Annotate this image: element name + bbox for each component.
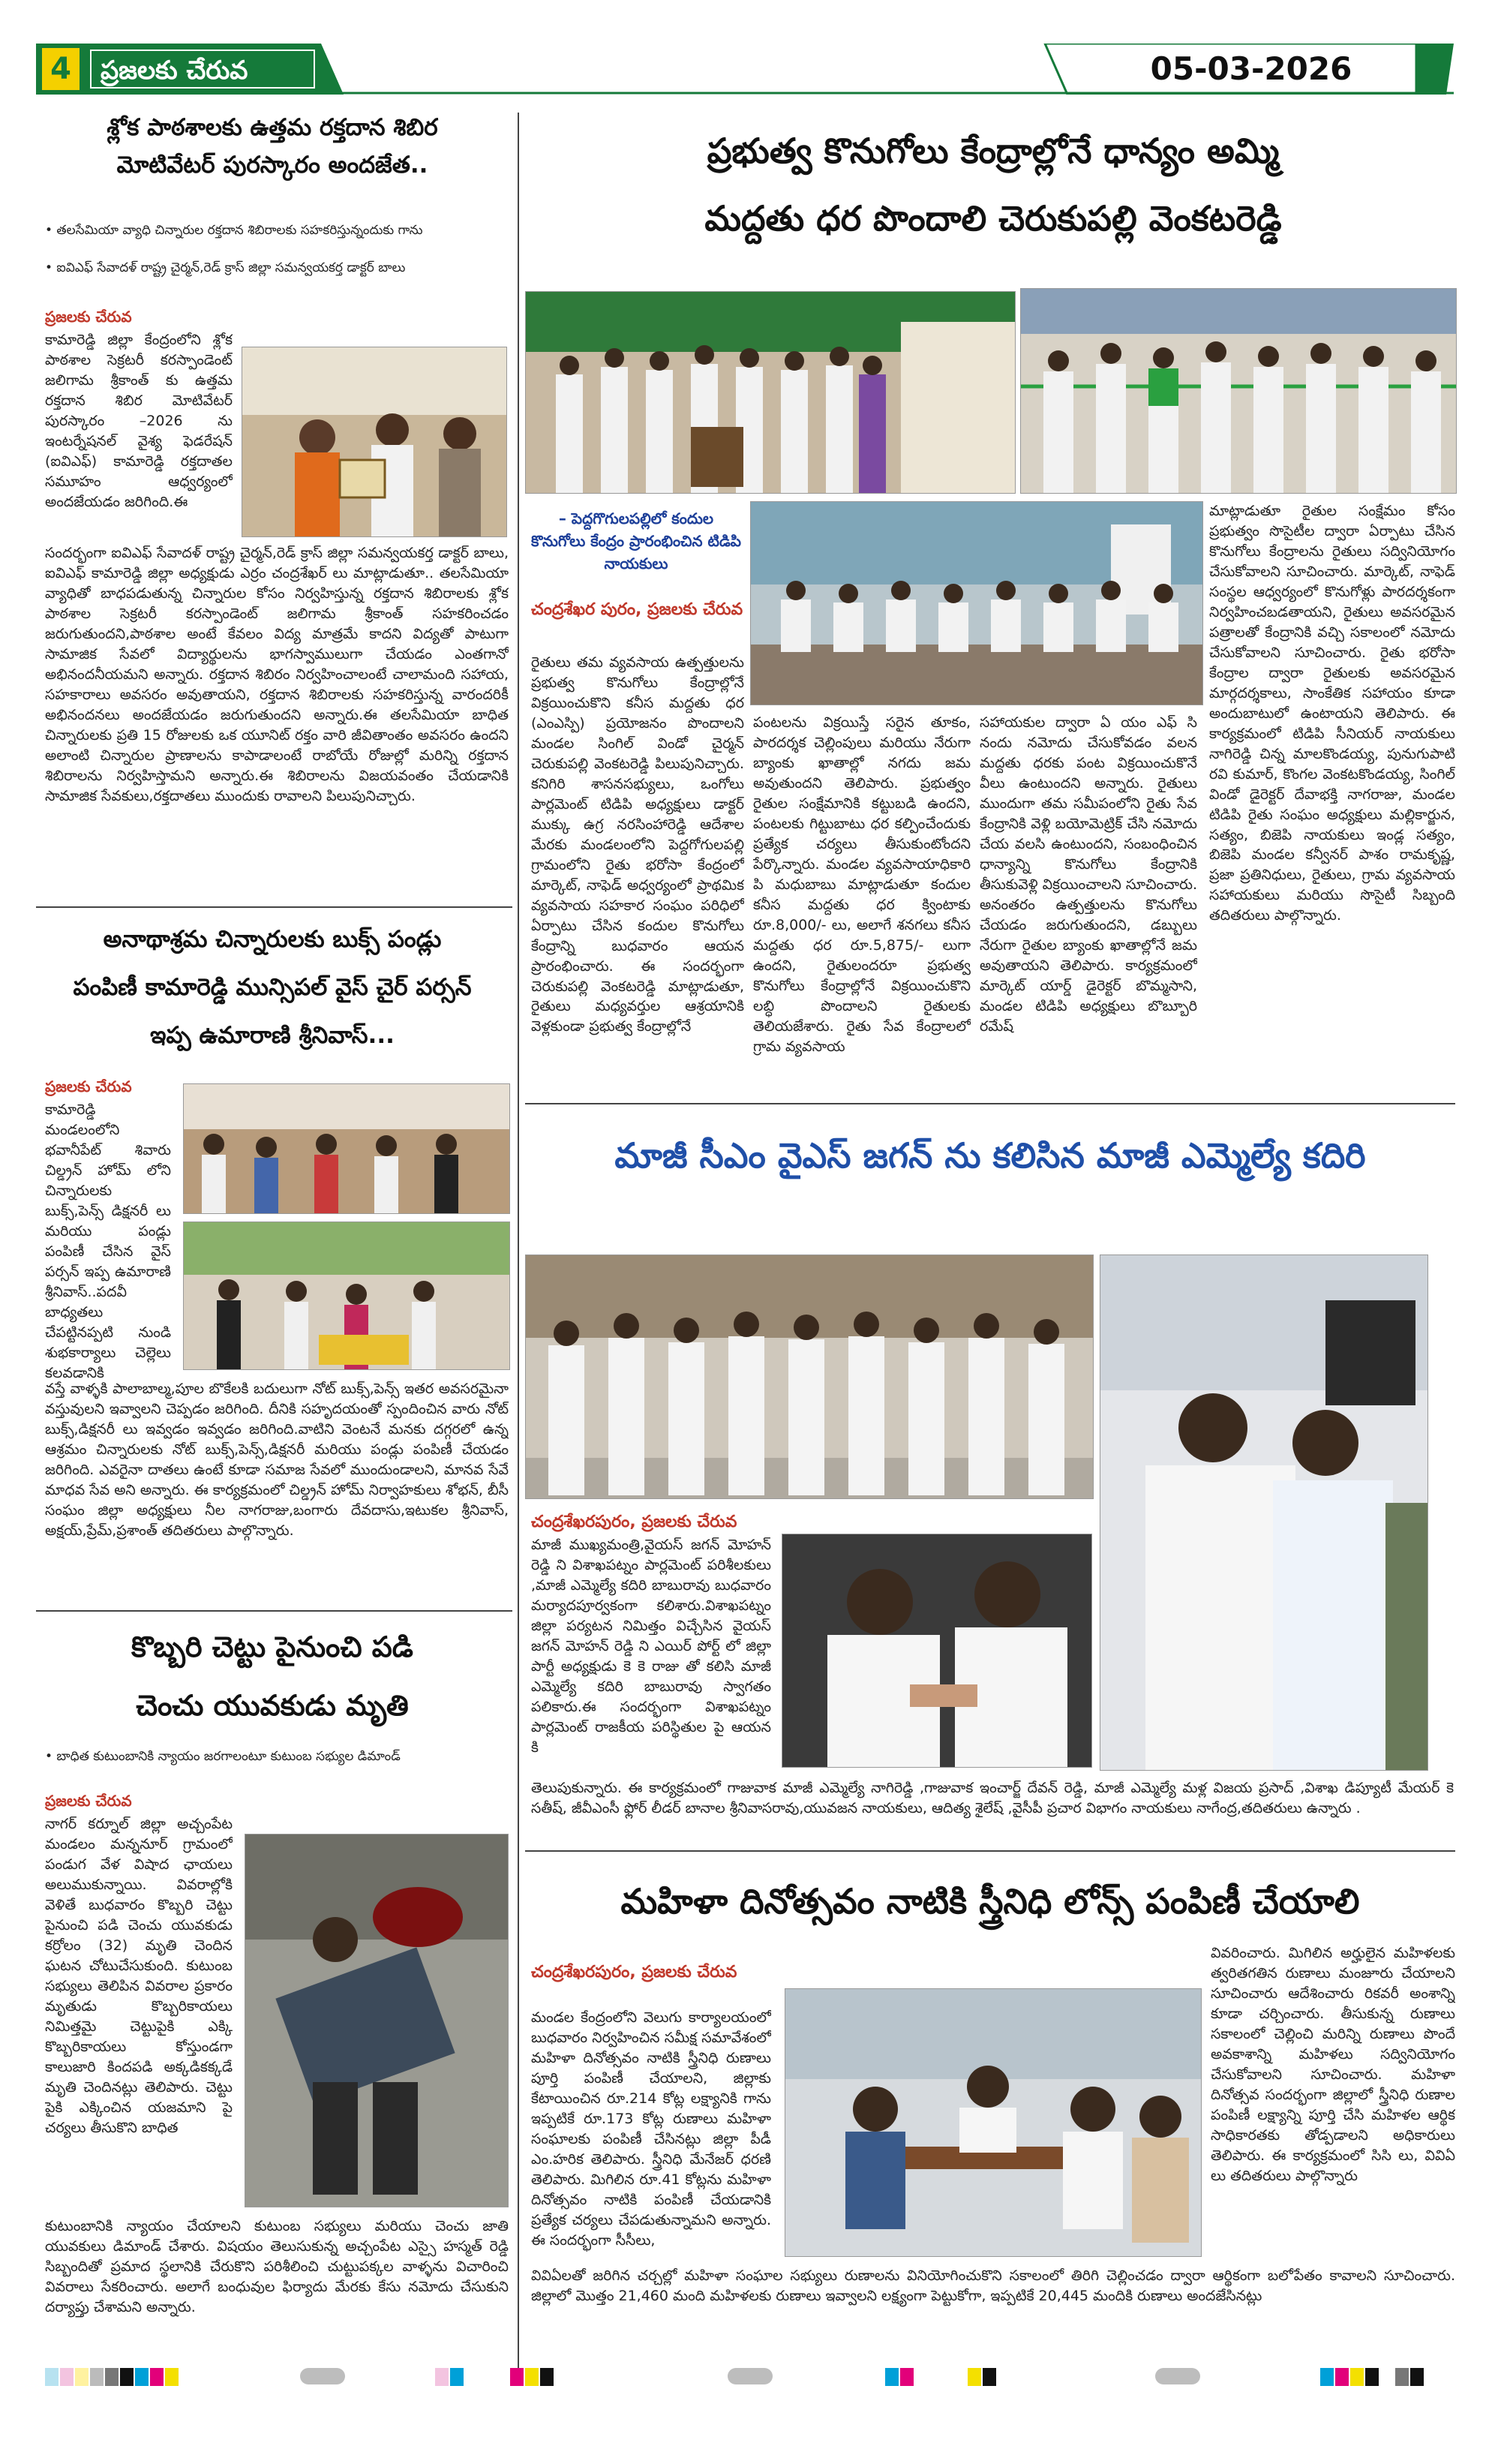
divider-blood [36, 906, 512, 908]
headline-blood-2: మోటివేటర్ పురస్కారం అందజేత.. [116, 152, 428, 179]
dateline-paddy: చంద్రశేఖర పురం, ప్రజలకు చేరువ [531, 600, 743, 619]
subhead-blood-1: • తలసేమియా వ్యాధి చిన్నారుల రక్తదాన శిబిరాలకు సహకరిస్తున్నందుకు గాను [45, 223, 423, 238]
body-paddy-col1: రైతులు తమ వ్యవసాయ ఉత్పత్తులను ప్రభుత్వ కొనుగోలు కేంద్రాల్లోనే విక్రయించుకొని కనీస మద్దతు ధర (ఎంఎస్పి) ప్రయోజనం పొందాలని మండల సింగిల్ విండో చైర్మన్ చెరుకుపల్లి వెంకటరెడ్డి పిలుపునిచ్చారు. కనిగిరి శాసనసభ్యులు, ఒంగోలు పార్లమెంట్ టిడిపి అధ్యక్షులు డాక్టర్ ముక్కు ఉగ్ర నరసింహారెడ్డి ఆదేశాల మేరకు మండలంలోని పెద్దగోగులపల్లి గ్రామంలోని రైతు భరోసా కేంద్రంలో మార్కెట్, నాఫెడ్ అధ్వర్యంలో ప్రాథమిక వ్యవసాయ సహకార సంఘం పరిధిలో ఏర్పాటు చేసిన కందుల కొనుగోలు కేంద్రాన్ని బుధవారం ఆయన ప్రారంభించారు. ఈ సందర్భంగా చెరుకుపల్లి వెంకటరెడ్డి మాట్లాడుతూ, రైతులు మధ్యవర్తుల ఆశ్రయానికి వెళ్లకుండా ప్రభుత్వ కేంద్రాల్లోనే [531, 654, 744, 1035]
body-jagan-narrow: మాజీ ముఖ్యమంత్రి,వైయస్ జగన్ మోహన్ రెడ్డి ని విశాఖపట్నం పార్లమెంట్ పరిశీలకులు ,మాజీ ఎమ్మెల్యే కదిరి బాబురావు బుధవారం మర్యాదపూర్వకంగా కలిశారు.విశాఖపట్నం జిల్లా పర్యటన నిమిత్తం విచ్చేసిన వైయస్ జగన్ మోహన్ రెడ్డి ని ఎయిర్ పోర్ట్ లో జిల్లా పార్టీ అధ్యక్షుడు కె కె రాజు తో కలిసి మాజీ ఎమ్మెల్యే కదిరి బాబురావు స్వాగతం పలికారు.ఈ సందర్భంగా విశాఖపట్నం పార్లమెంట్ రాజకీయ పరిస్థితుల పై ఆయన కి [531, 1537, 771, 1756]
page-number: 4 [42, 48, 80, 90]
divider-jagan [525, 1850, 1455, 1852]
photo-paddy-meeting [750, 501, 1203, 705]
headline-jagan: మాజీ సీఎం వైఎస్ జగన్ ను కలిసిన మాజీ ఎమ్మెల్యే కదిరి [614, 1135, 1366, 1176]
headline-paddy-1: ప్రభుత్వ కొనుగోలు కేంద్రాల్లోనే ధాన్యం అమ్మి [707, 131, 1280, 171]
body-books-bottom: వస్తే వాళ్ళకి పాలాబాల్మ,పూల బొకేలకి బదులుగా నోట్ బుక్స్,పెన్స్ ఇతర అవసరమైనా వస్తువులని ఇవ్వాలని చెప్పడం జరిగింది. దీనికి సహృదయంతో స్పందించిన వారు నోట్ బుక్స్,డిక్షనరీ లు ఇవ్వడం ఇవ్వడం జరిగింది.వాటిని వెంటనే మనకు దగ్గరలో ఉన్న ఆశ్రమం చిన్నారులకు నోట్ బుక్స్,పెన్స్,డిక్షనరీ మరియు పండ్లు పంపిణీ చేయడం జరిగింది. ఎవరైనా దాతలు ఉంటే కూడా సమాజ సేవలో ముందుండాలని, మానవ సేవే మాధవ సేవ అని అన్నారు. ఈ కార్యక్రమంలో చిల్డ్రన్ హోమ్ నిర్వాహకులు శోభన్, బీసీ సంఘం జిల్లా అధ్యక్షులు నీల నాగరాజు,బంగారు దేవదాసు,ఇటుకల శ్రీనివాస్, అక్షయ్,ప్రేమ్,ప్రశాంత్ తదితరులు పాల్గొన్నారు. [45, 1381, 509, 1539]
body-paddy-col2: పంటలను విక్రయిస్తే సరైన తూకం, పారదర్శక చెల్లింపులు మరియు నేరుగా బ్యాంకు ఖాతాల్లో నగదు జమ అవుతుందని తెలిపారు. ప్రభుత్వం రైతుల సంక్షేమానికి కట్టుబడి ఉందని, పంటలకు గిట్టుబాటు ధర కల్పించేందుకు ప్రత్యేక చర్యలు తీసుకుంటోందని పేర్కొన్నారు. మండల వ్యవసాయాధికారి పి మధుబాబు మాట్లాడుతూ కందుల కనీస మద్దతు ధర క్వింటాకు రూ.8,000/- లు, అలాగే శనగలు కనీస మద్దతు ధర రూ.5,875/- లుగా ఉందని, రైతులందరూ ప్రభుత్వ కొనుగోలు కేంద్రాల్లోనే విక్రయించుకొని లబ్ధి పొందాలని రైతులకు తెలియజేశారు. రైతు సేవ కేంద్రాలలో గ్రామ వ్యవసాయ [753, 714, 971, 1055]
dateline-jagan: చంద్రశేఖరపురం, ప్రజలకు చేరువ [531, 1513, 737, 1531]
headline-books-1: అనాథాశ్రమ చిన్నారులకు బుక్స్ పండ్లు [103, 926, 442, 953]
body-paddy-col4: మాట్లాడుతూ రైతుల సంక్షేమం కోసం ప్రభుత్వం సొసైటీల ద్వారా ఏర్పాటు చేసిన కొనుగోలు కేంద్రాలను రైతులు సద్వినియోగం చేసుకోవాలని సూచించారు. మార్కెట్, నాఫెడ్ సంస్థల ఆధ్వర్యంలో కొనుగోళ్లు పారదర్శకంగా నిర్వహించబడతాయని, రైతులు అవసరమైన పత్రాలతో కేంద్రానికి వచ్చి సకాలంలో నమోదు చేసుకోవాలని సూచించారు. రైతు భరోసా కేంద్రాల ద్వారా రైతులకు అవసరమైన మార్గదర్శకాలు, సాంకేతిక సహాయం కూడా అందుబాటులో ఉంటాయని తెలిపారు. ఈ కార్యక్రమంలో టిడిపి సీనియర్ నాయకులు నాగిరెడ్డి చిన్న మాలకొండయ్య, పునుగుపాటి రవి కుమార్, కొంగల వెంకటకొండయ్య, సింగిల్ విండో డైరెక్టర్ దేవాభక్తి నాగరాజు, మండల టిడిపి రైతు సంఘం అధ్యక్షులు మల్లికార్జున, సత్యం, బిజెపి నాయకులు ఇండ్ల సత్యం, బిజెపి మండల కన్వీనర్ పాశం రామకృష్ణ, ప్రజా ప్రతినిధులు, రైతులు, గ్రామ వ్యవసాయ సహాయకులు మరియు సొసైటీ సిబ్బంది తదితరులు పాల్గొన్నారు. [1209, 503, 1455, 924]
issue-date: 05-03-2026 [1150, 50, 1352, 87]
paper-name: ప్రజలకు చేరువ [90, 50, 315, 89]
headline-women: మహిళా దినోత్సవం నాటికి స్త్రీనిధి లోన్స్ పంపిణీ చేయాలి [620, 1881, 1360, 1922]
headline-coconut-2: చెంచు యువకుడు మృతి [136, 1689, 409, 1722]
subhead-coconut: • బాధిత కుటుంబానికి న్యాయం జరగాలంటూ కుటుంబ సభ్యుల డిమాండ్ [45, 1749, 401, 1764]
masthead [36, 44, 1454, 95]
photo-jagan-group [525, 1255, 1094, 1499]
body-jagan-wide: తెలుపుకున్నారు. ఈ కార్యక్రమంలో గాజువాక మాజీ ఎమ్మెల్యే నాగిరెడ్డి ,గాజువాక ఇంచార్జ్ దేవన్ రెడ్డి, మాజీ ఎమ్మెల్యే మళ్ల విజయ ప్రసాద్ ,విశాఖ డిప్యూటీ మేయర్ కె సతీష్, జీవీఎంసీ ఫ్లోర్ లీడర్ బానాల శ్రీనివాసరావు,యువజన నాయకులు, ఆదిత్య శైలేష్ ,వైసీపీ ప్రచార విభాగం నాయకులు నాగేంద్ర,తదితరులు ఉన్నారు . [531, 1780, 1454, 1816]
headline-paddy-2: మద్దతు ధర పొందాలి చెరుకుపల్లి వెంకటరెడ్డి [704, 198, 1282, 239]
caption-paddy-photo: – పెద్దగొగులపల్లిలో కందుల కొనుగోలు కేంద్రం ప్రారంభించిన టిడిపి నాయకులు [531, 509, 741, 572]
body-coconut-top: నాగర్ కర్నూల్ జిల్లా అచ్చంపేట మండలం మన్ననూర్ గ్రామంలో పండుగ వేళ విషాద ఛాయలు అలుముకున్నాయి. వివరాల్లోకి వెళితే బుధవారం కొబ్బరి చెట్టు పైనుంచి పడి చెంచు యువకుడు కర్రోలం (32) మృతి చెందిన ఘటన చోటుచేసుకుంది. కుటుంబ సభ్యులు తెలిపిన వివరాల ప్రకారం మృతుడు కొబ్బరికాయలు నిమిత్తమై చెట్టుపైకి ఎక్కి కొబ్బరికాయలు కోస్తుండగా కాలుజారి కిందపడి అక్కడికక్కడే మృతి చెందినట్లు తెలిపారు. చెట్టు పైకి ఎక్కించిన యజమాని పై చర్యలు తీసుకొని బాధిత [45, 1816, 233, 2136]
body-paddy-col3: సహాయకుల ద్వారా ఏ యం ఎఫ్ సి నందు నమోదు చేసుకోవడం వలన మద్దతు ధరకు పంట విక్రయించుకొనే వీలు ఉంటుందని అన్నారు. రైతులు ముందుగా తమ సమీపంలోని రైతు సేవ కేంద్రానికి వెళ్లి బయోమెట్రిక్ చేసి నమోదు చేయ వలసి ఉంటుందని, సంబంధించిన ధాన్యాన్ని కొనుగోలు కేంద్రానికి తీసుకువెళ్లి విక్రయించాలని సూచించారు. అనంతరం ఉత్పత్తులను కొనుగోలు చేయడం జరుగుతుందని, డబ్బులు నేరుగా రైతుల బ్యాంకు ఖాతాల్లోనే జమ అవుతాయని తెలిపారు. కార్యక్రమంలో మార్కెట్ యార్డ్ డైరెక్టర్ బొమ్మసాని, మండల టిడిపి అధ్యక్షులు బొబ్బూరి రమేష్ [980, 714, 1197, 1035]
photo-children-home-2 [183, 1221, 510, 1370]
divider-paddy [525, 1103, 1455, 1104]
dateline-blood: ప్రజలకు చేరువ [45, 308, 132, 326]
body-coconut-bottom: కుటుంబానికి న్యాయం చేయాలని కుటుంబ సభ్యులు మరియు చెంచు జాతి యువకులు డిమాండ్ చేశారు. విషయం తెలుసుకున్న అచ్చంపేట ఎస్సై హస్మత్ రెడ్డి సిబ్బందితో ప్రమాద స్థలానికి చేరుకొని పరిశీలించి చుట్టుపక్కల వాళ్ళను విచారించి వివరాలు సేకరించారు. అలాగే బంధువుల ఫిర్యాదు మేరకు కేసు నమోదు చేసుకుని దర్యాప్తు చేశామని అన్నారు. [45, 2218, 509, 2315]
divider-books [36, 1610, 512, 1612]
dateline-women: చంద్రశేఖరపురం, ప్రజలకు చేరువ [531, 1963, 737, 1982]
body-women-right: వివరించారు. మిగిలిన అర్హులైన మహిళలకు త్వరితగతిన రుణాలు మంజూరు చేయాలని సూచించారు ఆదేశించారు రికవరీ అంశాన్ని కూడా చర్చించారు. తీసుకున్న రుణాలు సకాలంలో చెల్లించి మరిన్ని రుణాలు పొందే అవకాశాన్ని మహిళలు సద్వినియోగం చేసుకోవాలని సూచించారు. మహిళా దినోత్సవ సందర్భంగా జిల్లాలో స్త్రీనిధి రుణాల పంపిణీ లక్ష్యాన్ని పూర్తి చేసి మహిళల ఆర్థిక సాధికారతకు తోడ్పడాలని అధికారులు తెలిపారు. ఈ కార్యక్రమంలో సిసి లు, వివిఏ లు తదితరులు పాల్గొన్నారు [1211, 1945, 1455, 2184]
dateline-coconut: ప్రజలకు చేరువ [45, 1792, 132, 1810]
headline-books-3: ఇప్ప ఉమారాణి శ్రీనివాస్... [150, 1022, 395, 1049]
photo-paddy-inauguration-1 [525, 291, 1016, 494]
column-divider [518, 113, 519, 2378]
photo-children-home-1 [183, 1083, 510, 1214]
photo-jagan-meeting [782, 1534, 1092, 1768]
photo-accident [245, 1834, 509, 2207]
body-blood-bottom: సందర్భంగా ఐవిఎఫ్ సేవాదళ్ రాష్ట్ర చైర్మన్,రెడ్ క్రాస్ జిల్లా సమన్వయకర్త డాక్టర్ బాలు, ఐవిఎఫ్ కామారెడ్డి జిల్లా అధ్యక్షుడు ఎర్రం చంద్రశేఖర్ లు మాట్లాడుతూ.. తలసేమియా వ్యాధితో బాధపడుతున్న చిన్నారుల కోసం నిర్వహిస్తున్న రక్తదాన శిబిరాలకు శ్లోక పాఠశాల సెక్రటరీ కరస్పాండెంట్ జలిగామ శ్రీకాంత్ సహకరించడం జరుగుతుందని,పాఠశాల అంటే కేవలం విద్య మాత్రమే కాదని విద్యతో పాటుగా సామాజిక సేవలో విద్యార్థులను భాగస్వాములుగా చేయడం ఎంతగానో అభినందనీయమని అన్నారు. రక్తదాన శిబిరం నిర్వహించాలంటే చాలామంది సహాయ, సహకారాలు అవసరం అవుతాయని, రక్తదాన శిబిరాలకు సహకరిస్తున్న వారందరికీ అభినందనలు అందజేయడం జరుగుతుందని అన్నారు.ఈ తలసేమియా బాధిత చిన్నారులకు ప్రతి 15 రోజులకు ఒక యూనిట్ రక్తం వారి జీవితాంతం అవసరం ఉందని అలాంటి చిన్నారుల ప్రాణాలను కాపాడాలంటే రాబోయే రోజుల్లో మరిన్ని రక్తదాన శిబిరాలను నిర్వహిస్తామని అన్నారు.ఈ శిబిరాలను విజయవంతం చేయడానికి సామాజిక సేవకులు,రక్తదాతలు ముందుకు రావాలని పిలుపునిచ్చారు. [45, 545, 509, 804]
dateline-books: ప్రజలకు చేరువ [45, 1077, 132, 1095]
registration-marks [0, 2368, 1489, 2398]
subhead-blood-2: • ఐవిఎఫ్ సేవాదళ్ రాష్ట్ర చైర్మన్,రెడ్ క్రాస్ జిల్లా సమన్వయకర్త డాక్టర్ బాలు [45, 260, 406, 275]
photo-award-ceremony [242, 347, 507, 537]
photo-jagan-handshake [1100, 1255, 1428, 1771]
body-women-left: మండల కేంద్రంలోని వెలుగు కార్యాలయంలో బుధవారం నిర్వహించిన సమీక్ష సమావేశంలో మహిళా దినోత్సవం నాటికి స్త్రీనిధి రుణాలు పూర్తి పంపిణీ చేయాలని, జిల్లాకు కేటాయించిన రూ.214 కోట్ల లక్ష్యానికి గాను ఇప్పటికే రూ.173 కోట్ల రుణాలు మహిళా సంఘాలకు పంపిణీ చేసినట్లు జిల్లా పీడీ ఎం.హరిక తెలిపారు. స్త్రీనిధి మేనేజర్ ధరణి తెలిపారు. మిగిలిన రూ.41 కోట్లను మహిళా దినోత్సవం నాటికి పంపిణీ చేయడానికి ప్రత్యేక చర్యలు చేపడుతున్నామని అన్నారు. ఈ సందర్భంగా సీసీలు, [531, 2009, 771, 2249]
body-women-wide: వివిఏలతో జరిగిన చర్చల్లో మహిళా సంఘాల సభ్యులు రుణాలను వినియోగించుకొని సకాలంలో తిరిగి చెల్లించడం ద్వారా ఆర్థికంగా బలోపేతం కావాలని సూచించారు. జిల్లాలో మొత్తం 21,460 మంది మహిళలకు రుణాలు ఇవ్వాలని లక్ష్యంగా పెట్టుకోగా, ఇప్పటికే 20,445 మందికి రుణాలు అందజేసినట్లు [531, 2267, 1455, 2304]
headline-coconut-1: కొబ్బరి చెట్టు పైనుంచి పడి [131, 1630, 413, 1663]
body-blood-top: కామారెడ్డి జిల్లా కేంద్రంలోని శ్లోక పాఠశాల సెక్రటరీ కరస్పాండెంట్ జలిగామ శ్రీకాంత్ కు ఉత్తమ రక్తదాన శిబిర మోటివేటర్ పురస్కారం –2026 ను ఇంటర్నేషనల్ వైశ్య ఫెడరేషన్ (ఐవిఎఫ్) కామారెడ్డి రక్తదాతల సమూహం ఆధ్వర్యంలో అందజేయడం జరిగింది.ఈ [45, 332, 233, 510]
photo-paddy-inauguration-2 [1020, 288, 1457, 494]
body-books-top: కామారెడ్డి మండలంలోని భవానీపేట్ శివారు చిల్డ్రన్ హోమ్ లోని చిన్నారులకు బుక్స్,పెన్స్ డిక్షనరీ లు మరియు పండ్లు పంపిణీ చేసిన వైస్ పర్సన్ ఇప్ప ఉమారాణి శ్రీనివాస్..పదవీ బాధ్యతలు చేపట్టినప్పటి నుండి శుభకార్యాలు చెల్లెలు కలవడానికి [45, 1101, 171, 1381]
headline-books-2: పంపిణీ కామారెడ్డి మున్సిపల్ వైస్ చైర్ పర్సన్ [73, 974, 472, 1001]
photo-women-review-meeting [785, 1988, 1202, 2257]
headline-blood-1: శ్లోక పాఠశాలకు ఉత్తమ రక్తదాన శిబిర [107, 114, 438, 141]
